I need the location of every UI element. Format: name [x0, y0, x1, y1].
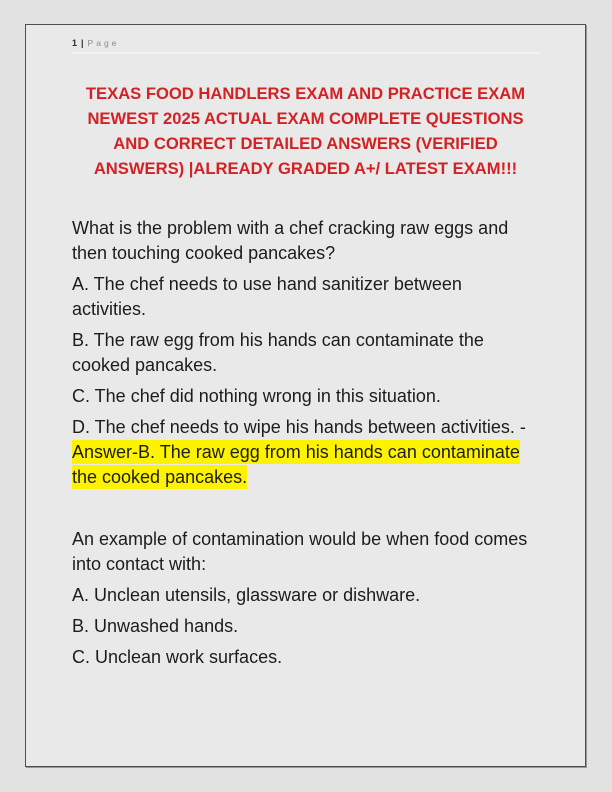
question-1-option-a: A. The chef needs to use hand sanitizer between activities.	[72, 274, 462, 319]
question-1-option-c: C. The chef did nothing wrong in this situation.	[72, 386, 441, 406]
page-header-label: Page	[87, 38, 120, 48]
question-2-option-c: C. Unclean work surfaces.	[72, 647, 283, 667]
page-header-separator: |	[81, 38, 84, 48]
question-2-text: An example of contamination would be when food comes into contact with:	[72, 529, 528, 574]
question-2-option-a: A. Unclean utensils, glassware or dishware.	[72, 585, 421, 605]
question-1-option-d	[72, 415, 539, 490]
question-1-option-b: B. The raw egg from his hands can contaminate the cooked pancakes.	[72, 330, 484, 375]
document-page	[25, 24, 586, 767]
question-2-option-b: B. Unwashed hands.	[72, 616, 239, 636]
question-1-option-d-text: D. The chef needs to wipe his hands between activities. -	[72, 417, 526, 437]
question-1-highlighted-answer: Answer-B. The raw egg from his hands can contaminate the cooked pancakes.	[72, 442, 520, 487]
document-title: TEXAS FOOD HANDLERS EXAM AND PRACTICE EXAM NEWEST 2025 ACTUAL EXAM COMPLETE QUESTIONS AND CORRECT DETAILED ANSWERS (VERIFIED ANSWERS) |ALREADY GRADED A+/ LATEST EXAM!!!	[85, 84, 526, 178]
document-body	[72, 216, 539, 670]
page-header	[72, 38, 539, 54]
page-number: 1	[72, 38, 78, 48]
question-1-text: What is the problem with a chef cracking raw eggs and then touching cooked pancakes?	[72, 218, 509, 263]
blank-line	[72, 496, 539, 527]
